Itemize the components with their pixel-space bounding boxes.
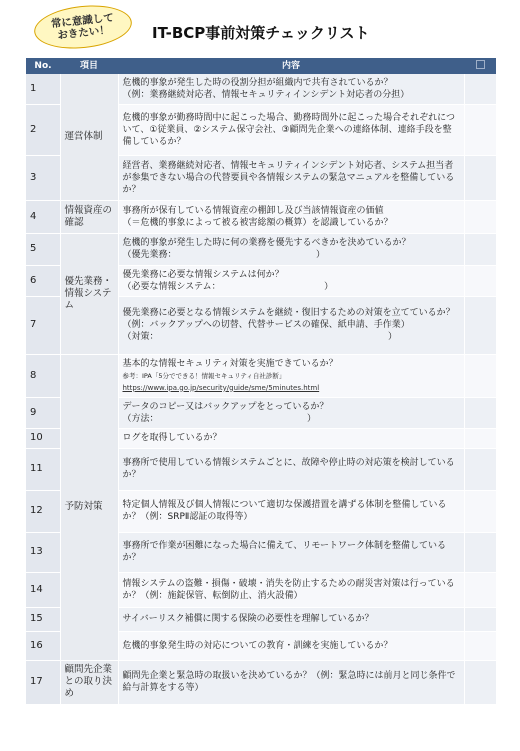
row-number: 15 — [26, 607, 60, 631]
row-checkbox[interactable] — [464, 265, 496, 296]
row-content: ログを取得しているか？ — [118, 428, 464, 448]
row-number: 7 — [26, 296, 60, 354]
page-title: IT-BCP事前対策チェックリスト — [152, 24, 370, 42]
row-content — [118, 354, 464, 397]
row-checkbox[interactable] — [464, 572, 496, 607]
row-checkbox[interactable] — [464, 428, 496, 448]
row-content: 経営者、業務継続対応者、情報セキュリティインシデント対応者、システム担当者が参集できない場合の代替要員や各情報システムの緊急マニュアルを整備しているか？ — [118, 155, 464, 200]
row-content: 事務所が保有している情報資産の棚卸し及び当該情報資産の価値 （＝危機的事象によって被る被害総額の概算）を認識しているか？ — [118, 200, 464, 233]
row-number: 13 — [26, 532, 60, 572]
row-checkbox[interactable] — [464, 532, 496, 572]
row-number: 1 — [26, 74, 60, 104]
row-checkbox[interactable] — [464, 607, 496, 631]
row-checkbox[interactable] — [464, 660, 496, 704]
row-checkbox[interactable] — [464, 74, 496, 104]
row-number: 6 — [26, 265, 60, 296]
row-number: 10 — [26, 428, 60, 448]
row-number: 9 — [26, 397, 60, 428]
row-content: 危機的事象が発生した時に何の業務を優先するべきかを決めているか？ （優先業務： ） — [118, 233, 464, 265]
row-number: 11 — [26, 448, 60, 490]
row-number: 17 — [26, 660, 60, 704]
row-number: 14 — [26, 572, 60, 607]
emphasis-badge — [32, 1, 134, 53]
row-checkbox[interactable] — [464, 354, 496, 397]
table-row — [26, 660, 496, 704]
table-header-row — [26, 58, 496, 74]
row-content: 危機的事象が発生した時の役割分担が組織内で共有されているか？ （例：業務継続対応者、情報セキュリティインシデント対応者の分担） — [118, 74, 464, 104]
checklist-table — [26, 58, 497, 705]
row-content: 特定個人情報及び個人情報について適切な保護措置を講ずる体制を整備しているか？（例：SRPⅡ認証の取得等） — [118, 490, 464, 532]
row-number: 2 — [26, 104, 60, 155]
row-checkbox[interactable] — [464, 104, 496, 155]
category-cell: 情報資産の確認 — [60, 200, 118, 233]
row-content: 顧問先企業と緊急時の取扱いを決めているか？（例：緊急時には前月と同じ条件で給与計算をする等） — [118, 660, 464, 704]
header-content: 内容 — [118, 58, 464, 74]
row-number: 5 — [26, 233, 60, 265]
table-row — [26, 354, 496, 397]
header-check — [464, 58, 496, 74]
category-cell: 運営体制 — [60, 74, 118, 200]
row-content: 危機的事象発生時の対応についての教育・訓練を実施しているか？ — [118, 631, 464, 660]
table-row — [26, 233, 496, 265]
reference-link[interactable]: https://www.ipa.go.jp/security/guide/sme/5minutes.html — [122, 383, 320, 392]
reference-note: 参考：IPA「5分でできる！情報セキュリティ自社診断」 — [122, 371, 286, 380]
row-checkbox[interactable] — [464, 631, 496, 660]
row-number: 12 — [26, 490, 60, 532]
header-no: No. — [26, 58, 60, 74]
row-number: 3 — [26, 155, 60, 200]
row-content: 情報システムの盗難・損傷・破壊・消失を防止するための耐災害対策は行っているか？（例：施錠保管、転倒防止、消火設備） — [118, 572, 464, 607]
table-row — [26, 74, 496, 104]
row-checkbox[interactable] — [464, 155, 496, 200]
category-cell: 優先業務・情報システム — [60, 233, 118, 354]
row-content: 事務所で使用している情報システムごとに、故障や停止時の対応策を検討しているか？ — [118, 448, 464, 490]
row-content-text: 基本的な情報セキュリティ対策を実施できているか？ — [122, 358, 338, 369]
row-content: 危機的事象が勤務時間中に起こった場合、勤務時間外に起こった場合それぞれについて、①従業員、②システム保守会社、③顧問先企業への連絡体制、連絡手段を整備しているか？ — [118, 104, 464, 155]
row-checkbox[interactable] — [464, 233, 496, 265]
row-checkbox[interactable] — [464, 397, 496, 428]
category-cell: 予防対策 — [60, 354, 118, 660]
row-content: 優先業務に必要となる情報システムを継続・復旧するための対策を立てているか？ （例：バックアップへの切替、代替サービスの確保、紙申請、手作業） （対策： ） — [118, 296, 464, 354]
row-number: 8 — [26, 354, 60, 397]
row-number: 16 — [26, 631, 60, 660]
row-checkbox[interactable] — [464, 490, 496, 532]
row-checkbox[interactable] — [464, 448, 496, 490]
checkbox-icon — [476, 60, 485, 69]
header-category: 項目 — [60, 58, 118, 74]
row-content: 事務所で作業が困難になった場合に備えて、リモートワーク体制を整備しているか？ — [118, 532, 464, 572]
badge-text: 常に意識して おきたい！ — [50, 11, 115, 42]
row-content: データのコピー又はバックアップをとっているか？ （方法： ） — [118, 397, 464, 428]
table-row — [26, 200, 496, 233]
category-cell: 顧問先企業との取り決め — [60, 660, 118, 704]
row-checkbox[interactable] — [464, 296, 496, 354]
row-content: 優先業務に必要な情報システムは何か？ （必要な情報システム： ） — [118, 265, 464, 296]
row-content: サイバーリスク補償に関する保険の必要性を理解しているか？ — [118, 607, 464, 631]
row-checkbox[interactable] — [464, 200, 496, 233]
row-number: 4 — [26, 200, 60, 233]
